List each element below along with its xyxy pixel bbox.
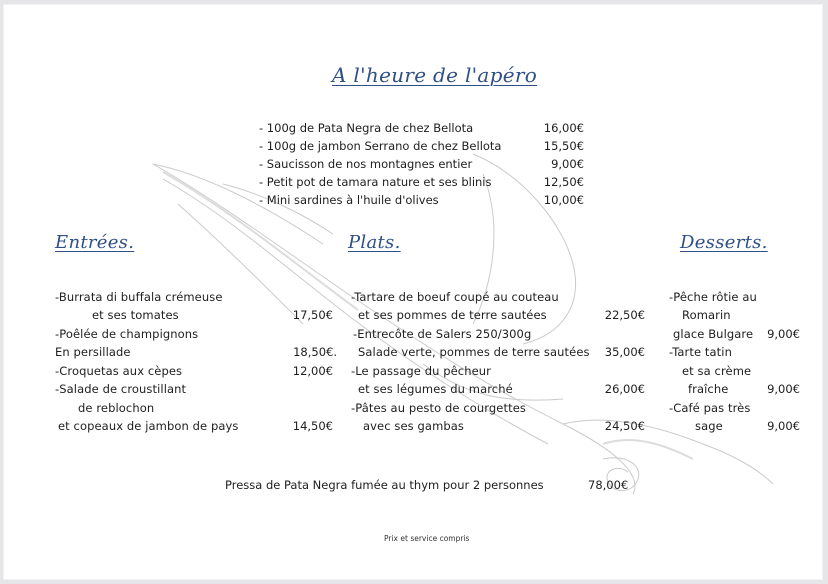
- section-title-apero: A l'heure de l'apéro: [332, 63, 538, 87]
- plat-line: Salade verte, pommes de terre sautées: [358, 345, 590, 359]
- section-title-plats: Plats.: [348, 232, 401, 253]
- apero-item-label: - Mini sardines à l'huile d'olives: [259, 193, 439, 207]
- apero-item-price: 16,00€: [543, 121, 584, 135]
- entree-price: 18,50€.: [293, 345, 337, 359]
- plat-line: -Le passage du pêcheur: [351, 364, 492, 378]
- section-title-desserts: Desserts.: [680, 232, 768, 253]
- apero-item-price: 12,50€: [543, 175, 584, 189]
- apero-item-label: - Saucisson de nos montagnes entier: [259, 157, 473, 171]
- apero-item-label: - Petit pot de tamara nature et ses blinis: [259, 175, 492, 189]
- entree-line: En persillade: [55, 345, 131, 359]
- dessert-line: fraîche: [688, 382, 729, 396]
- entree-line: -Salade de croustillant: [55, 382, 187, 396]
- entree-price: 14,50€: [292, 419, 333, 433]
- dessert-line: et sa crème: [682, 364, 752, 378]
- plat-price: 24,50€: [604, 419, 645, 433]
- dessert-price: 9,00€: [767, 327, 800, 341]
- apero-item: [259, 121, 584, 139]
- apero-item-price: 15,50€: [543, 139, 584, 153]
- entree-line: -Croquetas aux cèpes: [55, 364, 183, 378]
- plat-line: et ses légumes du marché: [358, 382, 513, 396]
- apero-item-label: - 100g de Pata Negra de chez Bellota: [259, 121, 474, 135]
- plat-line: -Pâtes au pesto de courgettes: [351, 401, 526, 415]
- dessert-line: glace Bulgare: [673, 327, 754, 341]
- entree-line: et copeaux de jambon de pays: [58, 419, 239, 433]
- plat-line: -Entrecôte de Salers 250/300g: [353, 327, 532, 341]
- dessert-line: sage: [695, 419, 723, 433]
- plat-line: et ses pommes de terre sautées: [358, 308, 547, 322]
- entree-line: -Poêlée de champignons: [55, 327, 199, 341]
- plat-line: -Tartare de boeuf coupé au couteau: [351, 290, 559, 304]
- plat-price: 26,00€: [604, 382, 645, 396]
- apero-item: [259, 139, 584, 157]
- entree-price: 12,00€: [292, 364, 333, 378]
- entree-line: -Burrata di buffala crémeuse: [55, 290, 223, 304]
- menu-page: [3, 4, 823, 580]
- entree-line: et ses tomates: [92, 308, 179, 322]
- dessert-price: 9,00€: [767, 382, 800, 396]
- dessert-line: Romarin: [682, 308, 731, 322]
- entree-price: 17,50€: [292, 308, 333, 322]
- apero-item-price: 9,00€: [551, 157, 584, 171]
- plat-price: 22,50€: [604, 308, 645, 322]
- section-title-entrees: Entrées.: [55, 232, 135, 253]
- dessert-line: -Pêche rôtie au: [669, 290, 757, 304]
- apero-item-label: - 100g de jambon Serrano de chez Bellota: [259, 139, 502, 153]
- dessert-price: 9,00€: [767, 419, 800, 433]
- plat-line: avec ses gambas: [363, 419, 465, 433]
- entree-line: de reblochon: [78, 401, 155, 415]
- plat-price: 35,00€: [604, 345, 645, 359]
- dessert-line: -Café pas très: [669, 401, 751, 415]
- apero-item-price: 10,00€: [543, 193, 584, 207]
- apero-item: [259, 175, 584, 193]
- special-dish-label: Pressa de Pata Negra fumée au thym pour 2 personnes: [225, 478, 544, 492]
- special-dish-price: 78,00€: [588, 478, 629, 492]
- apero-item: [259, 157, 584, 175]
- price-note: Prix et service compris: [384, 534, 470, 543]
- apero-item: [259, 193, 584, 211]
- dessert-line: -Tarte tatin: [669, 345, 732, 359]
